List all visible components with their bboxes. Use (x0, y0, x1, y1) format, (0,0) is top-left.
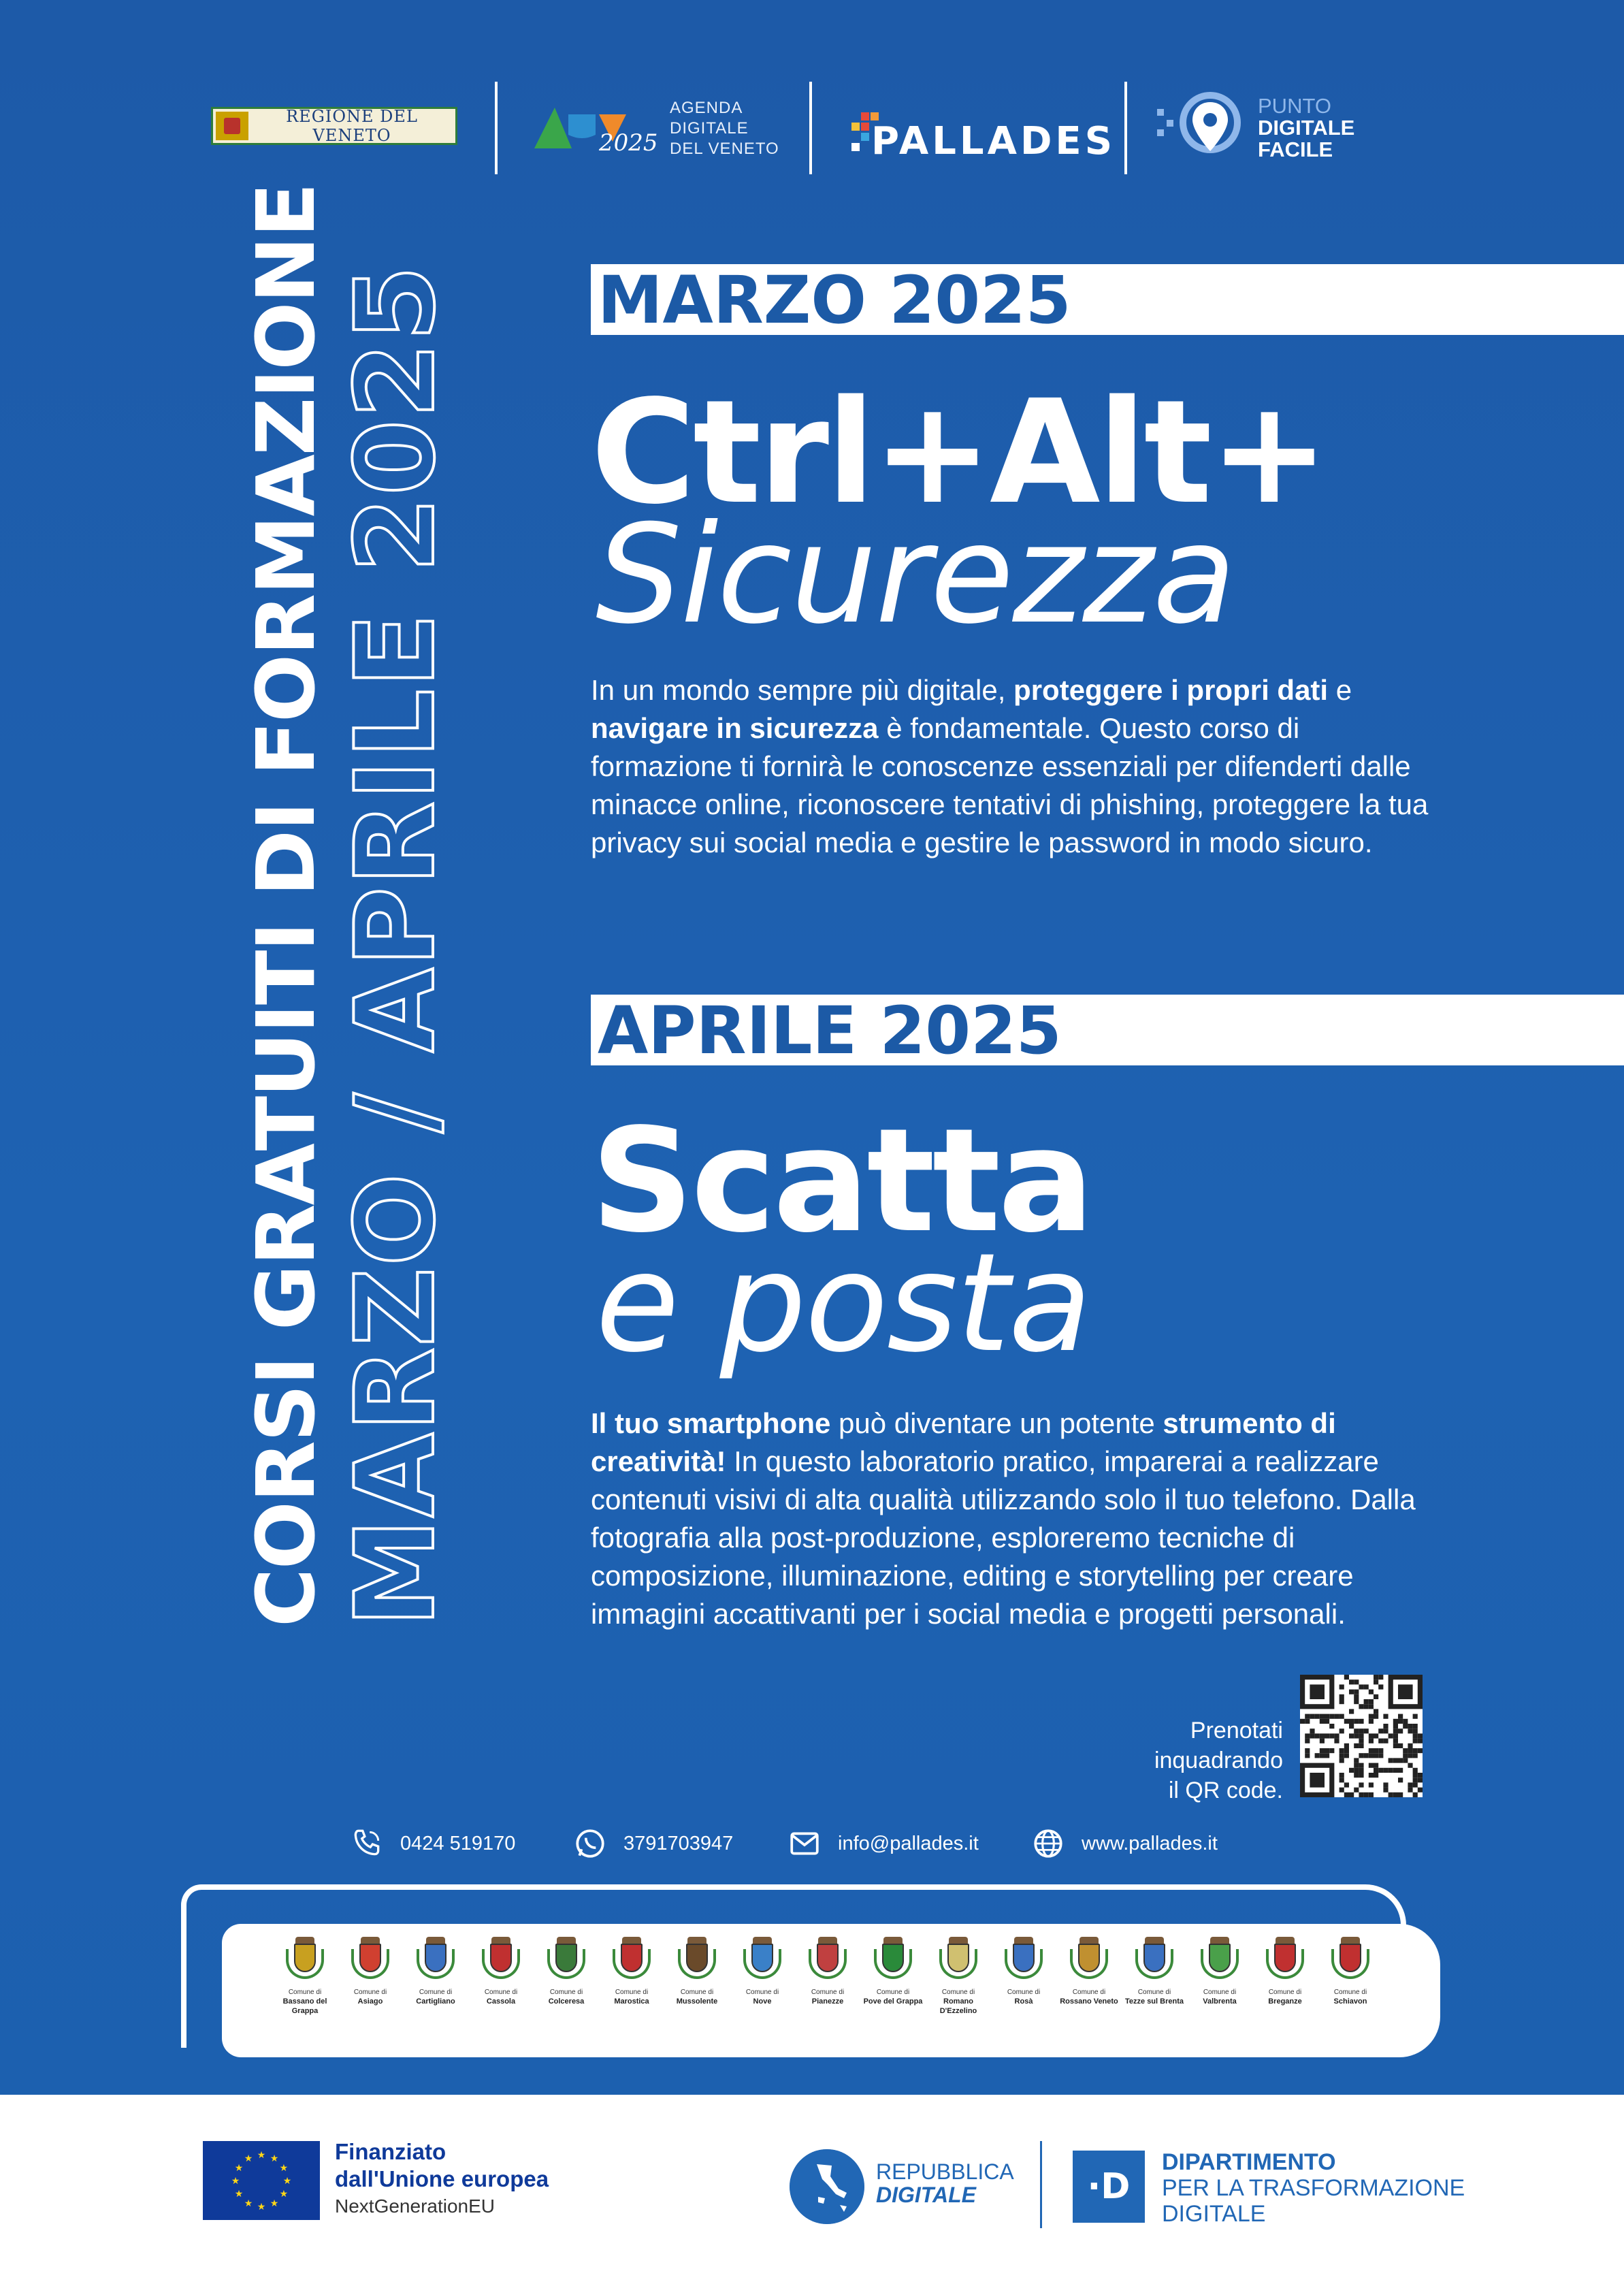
eu-star-icon: ★ (270, 2198, 279, 2209)
comune-prefix: Comune di (876, 1989, 910, 1996)
regione-veneto-logo (211, 107, 457, 145)
vertical-title-line1: CORSI GRATUITI DI FORMAZIONE (239, 184, 333, 1627)
punto-digitale-facile-text (1258, 95, 1354, 161)
coat-of-arms-icon (1134, 1937, 1175, 1986)
eu-star-icon: ★ (279, 2189, 289, 2200)
comune-prefix: Comune di (680, 1989, 714, 1996)
eu-star-icon: ★ (231, 2176, 240, 2187)
comune-prefix: Comune di (1007, 1989, 1041, 1996)
qr-line: il QR code. (1168, 1778, 1283, 1803)
coat-of-arms-icon (1003, 1937, 1044, 1986)
course-title: Ctrl+Alt+ (591, 369, 1327, 536)
eu-star-icon: ★ (270, 2153, 279, 2165)
pdf-line: DIGITALE (1258, 116, 1355, 140)
description-text: può diventare un potente (830, 1407, 1163, 1439)
agenda-line: DEL VENETO (670, 140, 779, 158)
veneto-flag-icon (216, 112, 248, 140)
comune-crest (730, 1937, 795, 2056)
contact-whatsapp[interactable] (573, 1824, 733, 1863)
header-divider (1124, 82, 1127, 174)
comune-crest (534, 1937, 599, 2056)
comune-crest (795, 1937, 860, 2056)
comune-name: Tezze sul Brenta (1125, 1997, 1184, 2006)
comune-name: Marostica (614, 1997, 649, 2006)
coat-of-arms-icon (1199, 1937, 1240, 1986)
agenda-line: AGENDA (670, 99, 743, 117)
location-pin-icon (1157, 89, 1249, 174)
header-logos (0, 82, 1624, 184)
coat-of-arms-icon (807, 1937, 848, 1986)
coat-of-arms-icon (1069, 1937, 1109, 1986)
pallades-logo-text: PALLADES (871, 119, 1116, 163)
eu-star-icon: ★ (279, 2163, 289, 2174)
qr-line: inquadrando (1154, 1748, 1283, 1773)
pdf-line: FACILE (1258, 138, 1333, 161)
eu-star-icon: ★ (234, 2163, 244, 2174)
rd-line: DIGITALE (876, 2183, 976, 2207)
pdf-line: PUNTO (1258, 94, 1331, 118)
comune-crest (991, 1937, 1056, 2056)
comune-crest (599, 1937, 664, 2056)
month-label: MARZO 2025 (598, 262, 1071, 338)
comune-name: Nove (753, 1997, 772, 2006)
rd-line: REPUBBLICA (876, 2159, 1014, 2184)
contact-website[interactable] (1031, 1824, 1218, 1863)
comune-prefix: Comune di (1072, 1989, 1106, 1996)
comuni-list (272, 1937, 1395, 2056)
comune-prefix: Comune di (615, 1989, 649, 1996)
comune-name: Bassano del Grappa (282, 1997, 327, 2015)
description-text: In un mondo sempre più digitale, (591, 674, 1014, 706)
whatsapp-number: 3791703947 (623, 1832, 734, 1854)
comune-name: Pove del Grappa (863, 1997, 923, 2006)
whatsapp-icon (573, 1827, 607, 1861)
coat-of-arms-icon (742, 1937, 783, 1986)
comune-name: Breganze (1268, 1997, 1302, 2006)
eu-star-icon: ★ (282, 2176, 292, 2187)
comune-name: Mussolente (676, 1997, 718, 2006)
coat-of-arms-icon (873, 1937, 913, 1986)
italy-map-icon (790, 2149, 864, 2224)
description-emphasis: Il tuo smartphone (591, 1407, 831, 1439)
coat-of-arms-icon (1265, 1937, 1305, 1986)
comune-crest (468, 1937, 534, 2056)
phone-icon (350, 1827, 384, 1861)
eu-star-icon: ★ (244, 2153, 253, 2165)
course-subtitle: e posta (596, 1224, 1091, 1383)
vertical-title-line2: MARZO / APRILE 2025 (331, 263, 459, 1627)
month-bar (591, 262, 1624, 338)
email-address: info@pallades.it (838, 1832, 979, 1854)
course-subtitle: Sicurezza (596, 496, 1235, 654)
agenda-line: DIGITALE (670, 119, 749, 138)
comune-crest (1056, 1937, 1122, 2056)
dtd-line: DIGITALE (1162, 2201, 1266, 2227)
eu-star-icon: ★ (234, 2189, 244, 2200)
qr-line: Prenotati (1190, 1718, 1283, 1743)
comune-prefix: Comune di (1137, 1989, 1171, 1996)
coat-of-arms-icon (677, 1937, 717, 1986)
eu-line: dall'Unione europea (335, 2166, 549, 2191)
description-emphasis: navigare in sicurezza (591, 712, 879, 744)
agenda-text (670, 98, 779, 159)
coat-of-arms-icon (611, 1937, 652, 1986)
comune-prefix: Comune di (941, 1989, 975, 1996)
mail-icon (787, 1827, 822, 1861)
month-label: APRILE 2025 (598, 993, 1062, 1069)
eu-star-icon: ★ (244, 2198, 253, 2209)
header-divider (809, 82, 812, 174)
comune-crest (1252, 1937, 1318, 2056)
comune-prefix: Comune di (288, 1989, 322, 1996)
eu-funding-label (335, 2138, 549, 2193)
comune-name: Rosà (1014, 1997, 1033, 2006)
comune-crest (1122, 1937, 1187, 2056)
comune-name: Cartigliano (416, 1997, 455, 2006)
comune-prefix: Comune di (811, 1989, 845, 1996)
comune-crest (272, 1937, 338, 2056)
comune-crest (338, 1937, 403, 2056)
footer-divider (1040, 2141, 1042, 2228)
eu-star-icon: ★ (257, 2202, 266, 2213)
comune-prefix: Comune di (353, 1989, 387, 1996)
coat-of-arms-icon (481, 1937, 521, 1986)
description-text: In questo laboratorio pratico, imparerai a realizzare contenuti visivi di alta qualità utilizzando solo il tuo telefono. Dalla fotografia alla post-produzione, esploreremo tecniche di composizione, illuminazione, editing e storytelling per creare immagini accattivanti per i social media e progetti personali. (591, 1445, 1416, 1630)
comune-name: Pianezze (811, 1997, 844, 2006)
contact-phone[interactable] (350, 1824, 515, 1863)
eu-flag-icon (203, 2141, 320, 2220)
description-emphasis: proteggere i propri dati (1013, 674, 1329, 706)
eu-star-icon: ★ (257, 2150, 266, 2161)
comune-name: Valbrenta (1203, 1997, 1237, 2006)
dtd-line: PER LA TRASFORMAZIONE (1162, 2175, 1465, 2201)
repubblica-digitale-text (876, 2160, 1014, 2206)
contact-email[interactable] (787, 1824, 979, 1863)
dtd-line: DIPARTIMENTO (1162, 2149, 1336, 2175)
comune-name: Rossano Veneto (1060, 1997, 1118, 2006)
agenda-year: 2025 (599, 129, 658, 157)
description-emphasis: strumento di creatività! (591, 1407, 1336, 1477)
comune-name: Romano D'Ezzelino (939, 1997, 977, 2015)
regione-label: REGIONE DEL VENETO (286, 107, 418, 145)
qr-instructions (1062, 1716, 1283, 1805)
comune-name: Asiago (357, 1997, 383, 2006)
coat-of-arms-icon (350, 1937, 391, 1986)
comune-prefix: Comune di (1268, 1989, 1302, 1996)
comune-name: Cassola (486, 1997, 516, 2006)
globe-icon (1031, 1827, 1065, 1861)
comune-prefix: Comune di (484, 1989, 518, 1996)
comune-crest (403, 1937, 468, 2056)
comune-prefix: Comune di (1333, 1989, 1367, 1996)
course-title: Scatta (591, 1097, 1092, 1264)
coat-of-arms-icon (546, 1937, 587, 1986)
description-text: è fondamentale. Questo corso di formazione ti fornirà le conoscenze essenziali per difenderti dalle minacce online, riconoscere tentativi di phishing, proteggere la tua privacy sui social media e gestire le password in modo sicuro. (591, 712, 1429, 858)
header-divider (495, 82, 498, 174)
coat-of-arms-icon (938, 1937, 979, 1986)
vertical-title (239, 184, 459, 1627)
comune-crest (926, 1937, 991, 2056)
comune-prefix: Comune di (549, 1989, 583, 1996)
month-bar (591, 993, 1624, 1069)
comune-prefix: Comune di (419, 1989, 453, 1996)
next-generation-eu: NextGenerationEU (335, 2195, 496, 2217)
comune-crest (860, 1937, 926, 2056)
comune-prefix: Comune di (1203, 1989, 1237, 1996)
footer (0, 2095, 1624, 2284)
comune-name: Colceresa (548, 1997, 585, 2006)
comune-prefix: Comune di (745, 1989, 779, 1996)
phone-number: 0424 519170 (400, 1832, 516, 1854)
qr-code[interactable] (1300, 1675, 1423, 1797)
dtd-logo: ·D (1073, 2151, 1145, 2223)
comune-crest (1318, 1937, 1383, 2056)
comune-crest (1187, 1937, 1252, 2056)
website-url: www.pallades.it (1082, 1832, 1218, 1854)
coat-of-arms-icon (415, 1937, 456, 1986)
coat-of-arms-icon (1330, 1937, 1371, 1986)
comune-crest (664, 1937, 730, 2056)
course-description (591, 1404, 1442, 1633)
comune-name: Schiavon (1333, 1997, 1367, 2006)
coat-of-arms-icon (285, 1937, 325, 1986)
dtd-text (1162, 2149, 1465, 2227)
eu-line: Finanziato (335, 2139, 446, 2164)
course-description (591, 671, 1442, 862)
description-text: e (1328, 674, 1352, 706)
